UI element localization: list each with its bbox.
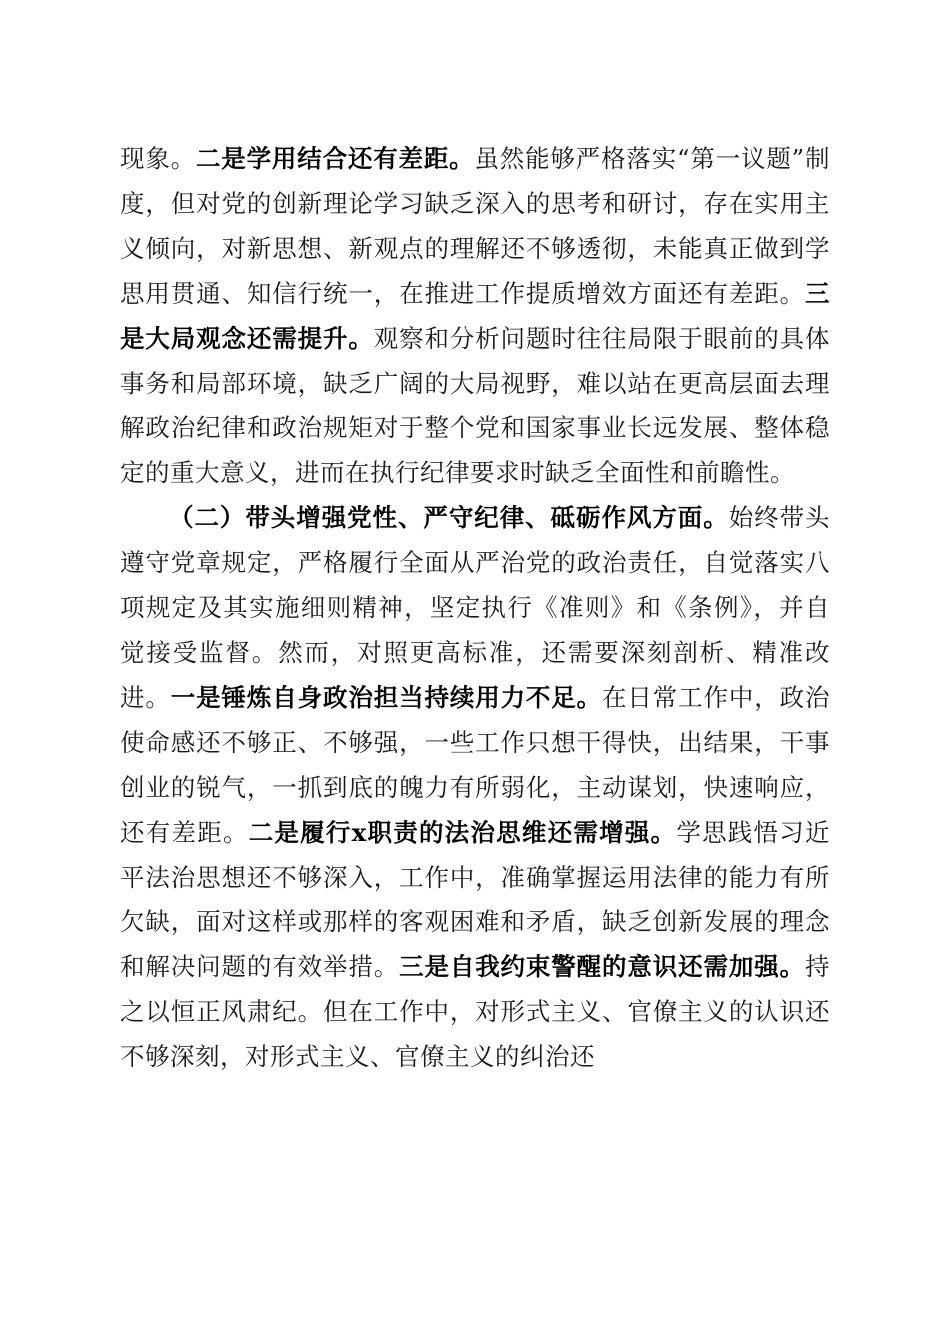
paragraph-text: 观察和分析问题时往往局限于眼前的具体事务和局部环境，缺乏广阔的大局视野，难以站在更高层面去理解政治纪律和政治规矩对于整个党和国家事业长远发展、整体稳定的重大意义，进而在执行纪律要求时缺乏全面性和前瞻性。 xyxy=(120,323,830,488)
bold-heading: 三是自我约束警醒的意识还需加强。 xyxy=(399,952,806,982)
section-heading: （二）带头增强党性、严守纪律、砥砺作风方面。 xyxy=(169,503,729,533)
document-body xyxy=(120,137,830,1080)
paragraph-text: 虽然能够严格落实“第一议题”制度，但对党的创新理论学习缺乏深入的思考和研讨，存在实用主义倾向，对新思想、新观点的理解还不够透彻，未能真正做到学思用贯通、知信行统一，在推进工作提质增效方面还有差距。 xyxy=(120,144,831,308)
bold-heading: 二是学用结合还有差距。 xyxy=(195,144,475,173)
paragraph-text: 始终带头遵守党章规定，严格履行全面从严治党的政治责任，自觉落实八项规定及其实施细则精神，坚定执行《准则》和《条例》，并自觉接受监督。然而，对照更高标准，还需要深刻剖析、精准改进。 xyxy=(120,503,831,712)
paragraph-text: 持之以恒正风肃纪。但在工作中，对形式主义、官僚主义的认识还不够深刻，对形式主义、官僚主义的纠治还 xyxy=(120,952,831,1072)
paragraph-text: 学思践悟习近平法治思想还不够深入，工作中，准确掌握运用法律的能力有所欠缺，面对这样或那样的客观困难和矛盾，缺乏创新发展的理念和解决问题的有效举措。 xyxy=(120,817,831,982)
bold-heading: 二是履行x职责的法治思维还需增强。 xyxy=(248,817,677,847)
paragraph-text: 现象。 xyxy=(120,144,196,173)
paragraph-1 xyxy=(120,137,830,496)
paragraph-text: 在日常工作中，政治使命感还不够正、不够强，一些工作只想干得快，出结果，干事创业的锐气，一抓到底的魄力有所弱化，主动谋划，快速响应，还有差距。 xyxy=(120,682,831,847)
bold-heading: 一是锤炼自身政治担当持续用力不足。 xyxy=(170,682,603,712)
paragraph-2 xyxy=(120,496,830,1080)
bold-heading: 三是大局观念还需提升。 xyxy=(120,278,830,353)
